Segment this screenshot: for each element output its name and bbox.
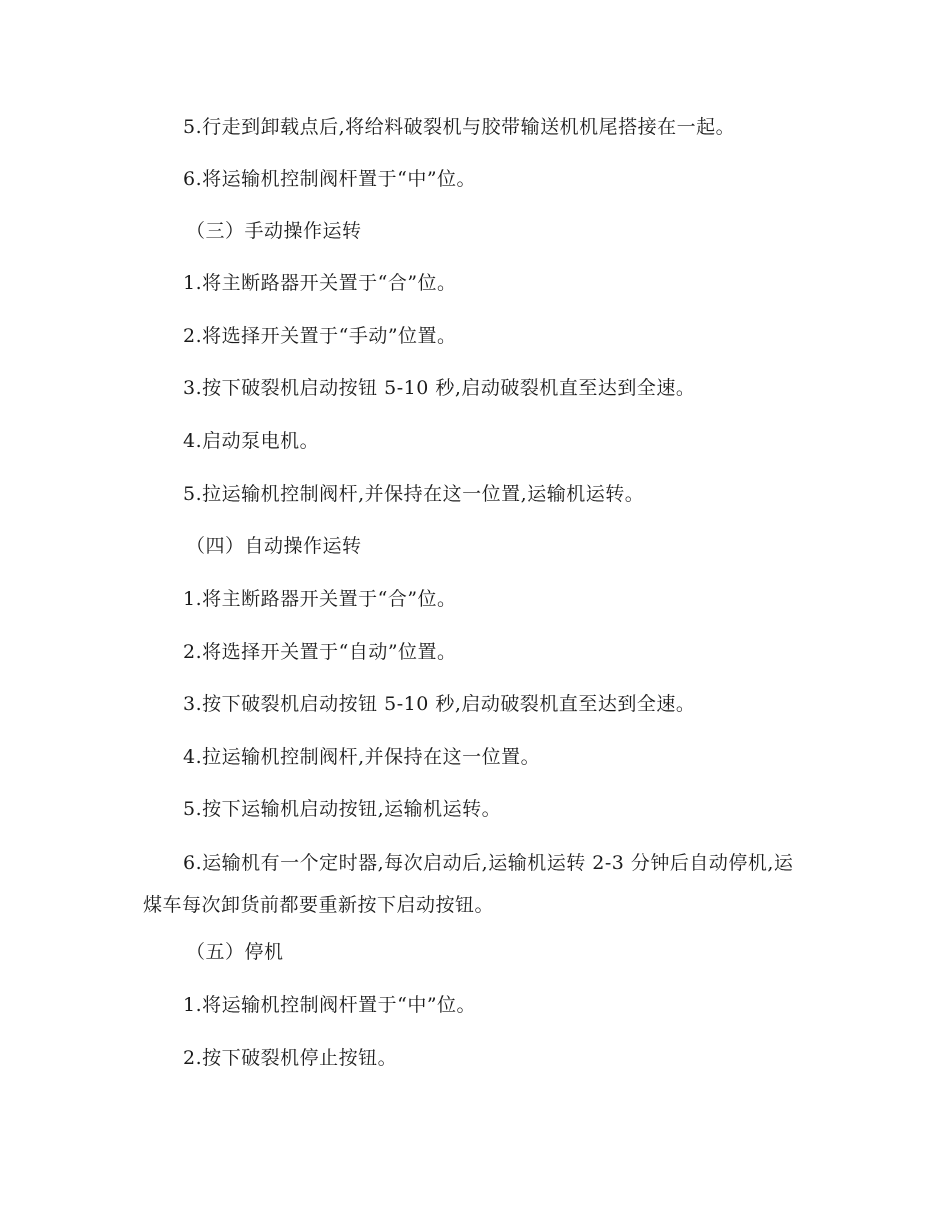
auto-step-1: 1.将主断路器开关置于“合”位。 (183, 588, 457, 610)
auto-step-3: 3.按下破裂机启动按钮 5-10 秒,启动破裂机直至达到全速。 (183, 693, 696, 715)
manual-step-4: 4.启动泵电机。 (183, 430, 320, 452)
step-5-unload: 5.行走到卸载点后,将给料破裂机与胶带输送机机尾搭接在一起。 (183, 116, 736, 138)
stop-step-1: 1.将运输机控制阀杆置于“中”位。 (183, 994, 477, 1016)
manual-step-3: 3.按下破裂机启动按钮 5-10 秒,启动破裂机直至达到全速。 (183, 377, 696, 399)
section-heading-manual: （三）手动操作运转 (186, 220, 362, 242)
auto-step-4: 4.拉运输机控制阀杆,并保持在这一位置。 (183, 746, 541, 768)
step-6-valve-center: 6.将运输机控制阀杆置于“中”位。 (183, 168, 477, 190)
manual-step-2: 2.将选择开关置于“手动”位置。 (183, 325, 457, 347)
auto-step-5: 5.按下运输机启动按钮,运输机运转。 (183, 798, 502, 820)
manual-step-1: 1.将主断路器开关置于“合”位。 (183, 272, 457, 294)
auto-step-6-paragraph: 6.运输机有一个定时器,每次启动后,运输机运转 2-3 分钟后自动停机,运煤车每次卸货前都要重新按下启动按钮。 (143, 852, 794, 916)
auto-step-2: 2.将选择开关置于“自动”位置。 (183, 641, 457, 663)
stop-step-2: 2.按下破裂机停止按钮。 (183, 1047, 398, 1069)
section-heading-auto: （四）自动操作运转 (186, 535, 362, 557)
section-heading-stop: （五）停机 (186, 941, 284, 963)
manual-step-5: 5.拉运输机控制阀杆,并保持在这一位置,运输机运转。 (183, 483, 645, 505)
